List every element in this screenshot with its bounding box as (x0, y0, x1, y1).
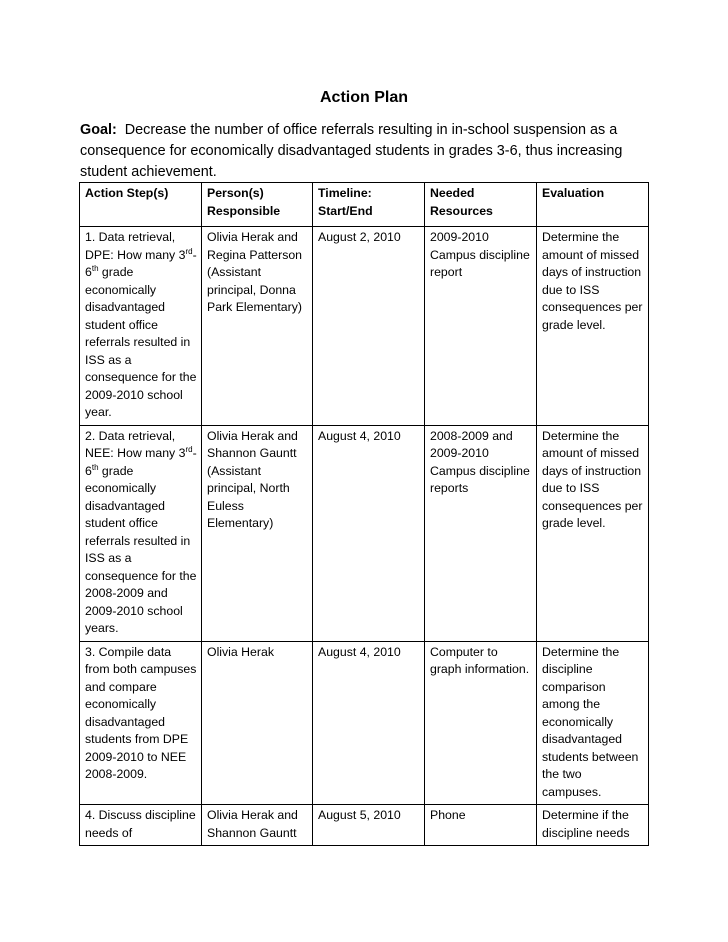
cell-evaluation: Determine if the discipline needs (537, 805, 649, 846)
cell-action-step: 4. Discuss discipline needs of (80, 805, 202, 846)
header-label: Evaluation (542, 186, 605, 200)
cell-timeline: August 4, 2010 (313, 641, 425, 805)
cell-resources: Computer to graph information. (425, 641, 537, 805)
goal-statement (80, 120, 655, 183)
header-label: Needed (430, 186, 475, 200)
cell-person: Olivia Herak (202, 641, 313, 805)
cell-person: Olivia Herak and Regina Patterson (Assistant principal, Donna Park Elementary) (202, 227, 313, 426)
header-evaluation (537, 183, 649, 227)
cell-evaluation: Determine the amount of missed days of instruction due to ISS consequences per grade level. (537, 227, 649, 426)
header-label: Start/End (318, 203, 373, 218)
cell-action-step: 3. Compile data from both campuses and compare economically disadvantaged students from DPE 2009-2010 to NEE 2008-2009. (80, 641, 202, 805)
header-action-steps (80, 183, 202, 227)
table-header-row (80, 183, 649, 227)
header-label: Resources (430, 203, 493, 218)
header-needed-resources (425, 183, 537, 227)
cell-action-step: 1. Data retrieval, DPE: How many 3rd-6th grade economically disadvantaged student office referrals resulted in ISS as a consequence for the 2009-2010 school year. (80, 227, 202, 426)
cell-evaluation: Determine the amount of missed days of instruction due to ISS consequences per grade level. (537, 425, 649, 641)
cell-action-step: 2. Data retrieval, NEE: How many 3rd-6th grade economically disadvantaged student office referrals resulted in ISS as a consequence for the 2008-2009 and 2009-2010 school years. (80, 425, 202, 641)
table-row (80, 227, 649, 426)
header-timeline (313, 183, 425, 227)
page-title: Action Plan (319, 89, 408, 106)
cell-person: Olivia Herak and Shannon Gauntt (202, 805, 313, 846)
cell-timeline: August 5, 2010 (313, 805, 425, 846)
cell-resources: 2009-2010 Campus discipline report (425, 227, 537, 426)
table-row (80, 425, 649, 641)
cell-evaluation: Determine the discipline comparison among the economically disadvantaged students between the two campuses. (537, 641, 649, 805)
header-label: Responsible (207, 203, 281, 218)
goal-text: Decrease the number of office referrals resulting in in-school suspension as a consequence for economically disadvantaged students in grades 3-6, thus increasing student achievement. (80, 122, 623, 180)
cell-resources: Phone (425, 805, 537, 846)
cell-person: Olivia Herak and Shannon Gauntt (Assistant principal, North Euless Elementary) (202, 425, 313, 641)
header-label: Timeline: (318, 186, 372, 200)
cell-resources: 2008-2009 and 2009-2010 Campus discipline reports (425, 425, 537, 641)
table-row (80, 805, 649, 846)
header-persons-responsible (202, 183, 313, 227)
header-label: Person(s) (207, 186, 264, 200)
action-plan-table (79, 182, 649, 846)
cell-timeline: August 4, 2010 (313, 425, 425, 641)
goal-label: Goal: (80, 122, 117, 138)
table-row (80, 641, 649, 805)
header-label: Action Step(s) (85, 186, 169, 200)
cell-timeline: August 2, 2010 (313, 227, 425, 426)
